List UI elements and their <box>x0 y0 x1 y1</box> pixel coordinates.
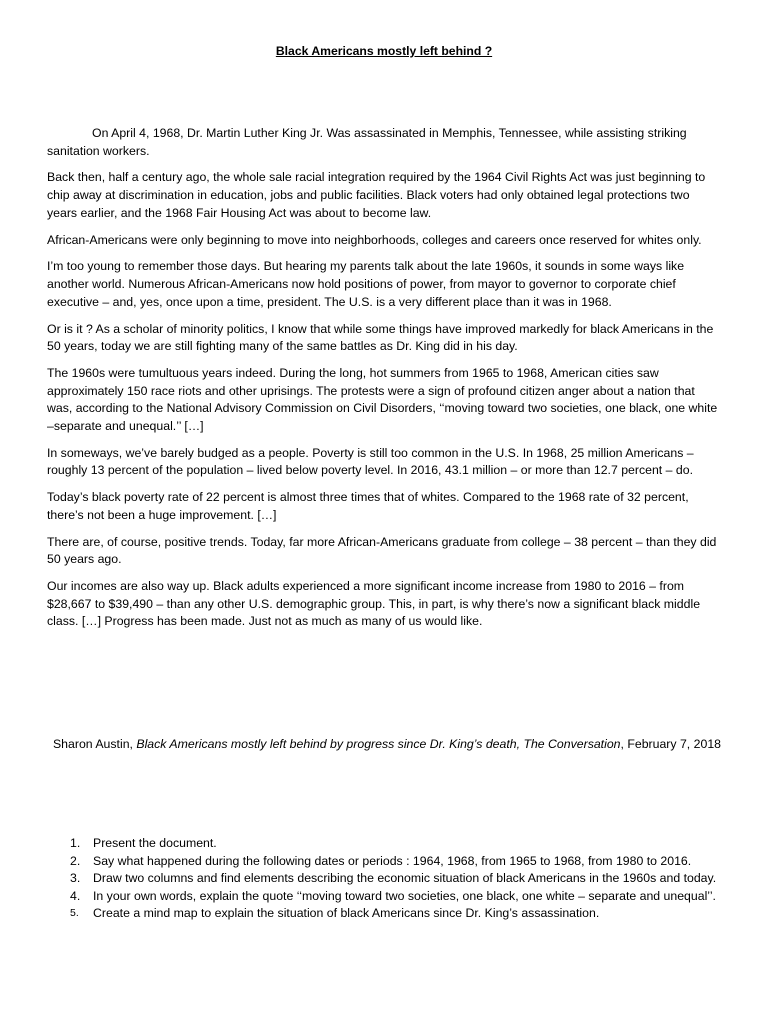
article-paragraph: Our incomes are also way up. Black adults experienced a more significant income increase from 1980 to 2016 – from $28,667 to $39,490 – than any other U.S. demographic group. This, in part, is why there’s now a significant black middle class. […] Progress has been made. Just not as much as many of us would like. <box>47 579 701 629</box>
question-number: 5. <box>70 907 79 920</box>
question-number: 2. <box>70 853 81 868</box>
article-body <box>47 125 721 640</box>
question-item <box>47 905 721 923</box>
question-item <box>47 888 721 906</box>
questions-list <box>47 835 721 923</box>
article-paragraph: Today’s black poverty rate of 22 percent is almost three times that of whites. Compared to the 1968 rate of 32 percent, there’s not been a huge improvement. […] <box>47 490 689 522</box>
question-number: 1. <box>70 836 81 850</box>
question-text: Draw two columns and find elements describing the economic situation of black Americans in the 1960s and today. <box>93 871 717 886</box>
document-title: Black Americans mostly left behind ? <box>275 44 493 58</box>
question-text: Present the document. <box>93 836 217 850</box>
citation-date: , February 7, 2018 <box>620 737 721 751</box>
article-paragraph: The 1960s were tumultuous years indeed. During the long, hot summers from 1965 to 1968, American cities saw approximately 150 race riots and other uprisings. The protests were a sign of profound citizen anger about a nation that was, according to the National Advisory Commission on Civil Disorders, ‘‘moving toward two societies, one black, one white –separate and unequal.’’ […] <box>47 366 718 433</box>
article-paragraph: I’m too young to remember those days. But hearing my parents talk about the late 1960s, it sounds in some ways like another world. Numerous African-Americans now hold positions of power, from mayor to governor to corporate chief executive – and, yes, once upon a time, president. The U.S. is a very different place than it was in 1968. <box>47 259 685 309</box>
article-paragraph: There are, of course, positive trends. Today, far more African-Americans graduate from college – 38 percent – than they did 50 years ago. <box>47 534 717 567</box>
question-item <box>47 870 721 888</box>
question-number: 4. <box>70 888 81 903</box>
article-paragraph: Or is it ? As a scholar of minority politics, I know that while some things have improved markedly for black Americans in the 50 years, today we are still fighting many of the same battles as Dr. King did in his day. <box>47 321 714 354</box>
source-citation <box>47 736 721 754</box>
question-item <box>47 853 721 871</box>
question-text: In your own words, explain the quote ‘‘moving toward two societies, one black, one white – separate and unequal’’. <box>93 888 716 903</box>
article-paragraph: Back then, half a century ago, the whole sale racial integration required by the 1964 Civil Rights Act was just beginning to chip away at discrimination in education, jobs and public facilities. Black voters had only obtained legal protections two years earlier, and the 1968 Fair Housing Act was about to become law. <box>47 170 706 220</box>
citation-work: Black Americans mostly left behind by progress since Dr. King’s death, The Conversation <box>136 737 621 751</box>
article-paragraph: African-Americans were only beginning to move into neighborhoods, colleges and careers once reserved for whites only. <box>47 232 702 247</box>
question-text: Create a mind map to explain the situation of black Americans since Dr. King’s assassination. <box>93 906 600 921</box>
article-paragraph: On April 4, 1968, Dr. Martin Luther King Jr. Was assassinated in Memphis, Tennessee, while assisting striking sanitation workers. <box>47 126 687 158</box>
question-text: Say what happened during the following dates or periods : 1964, 1968, from 1965 to 1968, from 1980 to 2016. <box>93 853 692 868</box>
citation-author: Sharon Austin, <box>52 737 137 751</box>
article-paragraph: In someways, we’ve barely budged as a people. Poverty is still too common in the U.S. In 1968, 25 million Americans – roughly 13 percent of the population – lived below poverty level. In 2016, 43.1 million – or more than 12.7 percent – do. <box>47 445 694 478</box>
question-number: 3. <box>70 871 81 886</box>
question-item <box>47 835 721 853</box>
